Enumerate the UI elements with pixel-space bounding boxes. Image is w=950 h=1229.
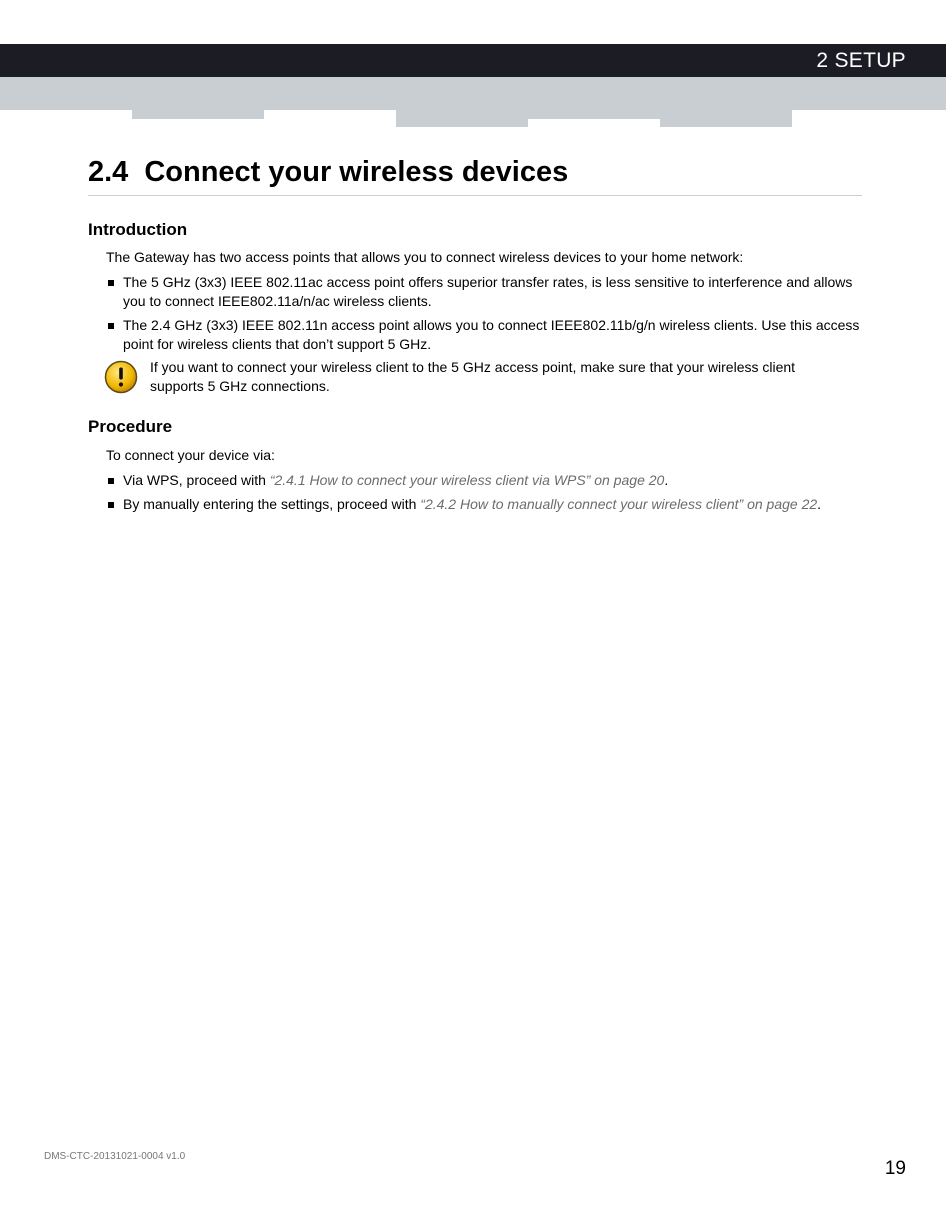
bullet-square-icon [108, 280, 114, 286]
procedure-heading: Procedure [88, 417, 173, 436]
chapter-tab-marker [660, 110, 792, 127]
chapter-tab-marker [396, 110, 528, 127]
page-number: 19 [884, 1158, 906, 1179]
caution-icon [104, 360, 138, 394]
chapter-tab-marker [528, 110, 660, 119]
bullet-square-icon [108, 478, 114, 484]
title-divider [88, 195, 862, 196]
section-title [88, 154, 568, 190]
section-number: 2.4 [88, 156, 129, 188]
chapter-tab-marker [132, 110, 264, 119]
list-item-text: By manually entering the settings, proceed with [123, 496, 421, 512]
cross-reference-link[interactable]: “2.4.2 How to manually connect your wireless client” on page 22 [420, 496, 818, 512]
procedure-bullet-list [106, 471, 866, 519]
list-item [106, 495, 866, 514]
list-item [106, 316, 866, 354]
section-title-text: Connect your wireless devices [144, 156, 569, 188]
bullet-square-icon [108, 502, 114, 508]
introduction-heading: Introduction [88, 220, 188, 239]
introduction-bullet-list [106, 273, 866, 359]
introduction-paragraph: The Gateway has two access points that allows you to connect wireless devices to your home network: [106, 249, 744, 265]
list-item-text: Via WPS, proceed with [123, 472, 270, 488]
chapter-header-bar [0, 44, 946, 77]
procedure-paragraph: To connect your device via: [106, 447, 275, 463]
chapter-title: 2 SETUP [816, 49, 906, 72]
list-item [106, 471, 866, 490]
list-item-text: The 5 GHz (3x3) IEEE 802.11ac access point offers superior transfer rates, is less sensitive to interference and allows you to connect IEEE802.11a/n/ac wireless clients. [123, 274, 853, 309]
caution-note: If you want to connect your wireless client to the 5 GHz access point, make sure that your wireless client supports 5 GHz connections. [150, 359, 796, 394]
list-item [106, 273, 866, 311]
document-code: DMS-CTC-20131021-0004 v1.0 [44, 1151, 186, 1162]
bullet-square-icon [108, 323, 114, 329]
list-item-suffix: . [664, 472, 669, 488]
list-item-text: The 2.4 GHz (3x3) IEEE 802.11n access point allows you to connect IEEE802.11b/g/n wireless clients. Use this access point for wireless clients that don’t support 5 GHz. [123, 317, 860, 352]
chapter-tab-strip [0, 77, 946, 110]
cross-reference-link[interactable]: “2.4.1 How to connect your wireless client via WPS” on page 20 [269, 472, 665, 488]
list-item-suffix: . [817, 496, 822, 512]
